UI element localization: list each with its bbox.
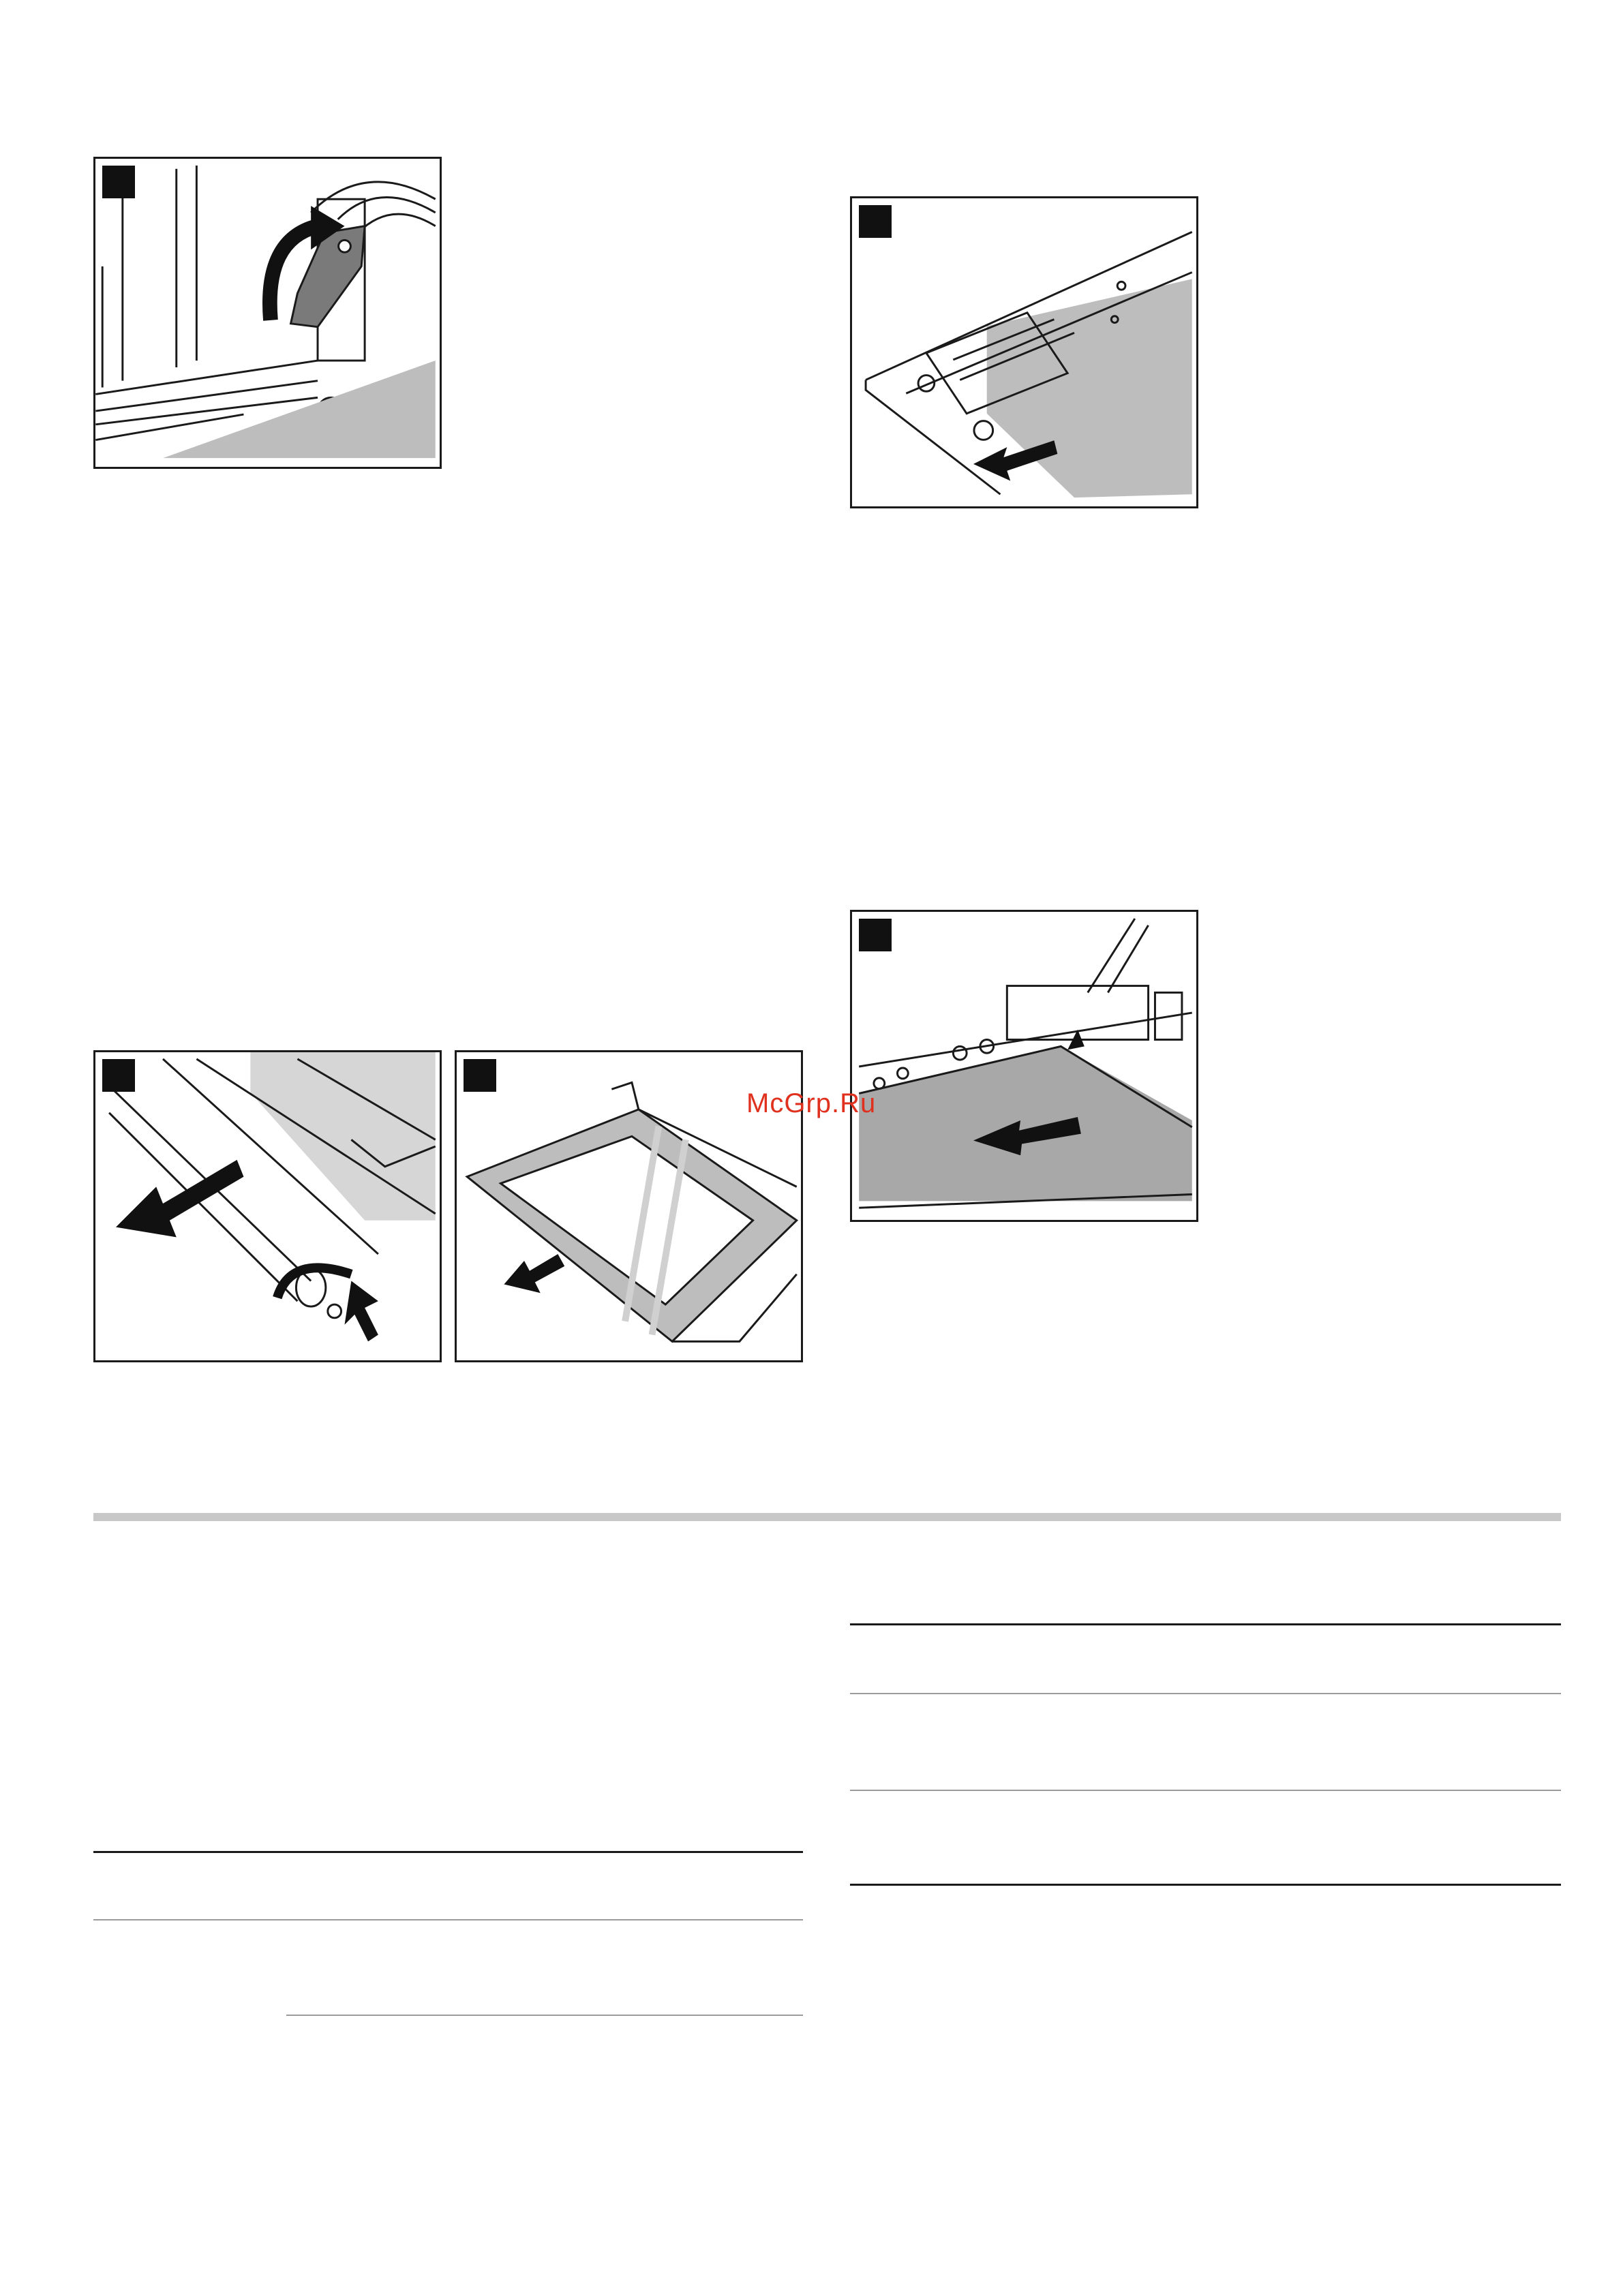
- clip-remove-illustration: [852, 198, 1196, 506]
- step-number-badge: [859, 919, 892, 951]
- table-rule: [93, 1919, 803, 1920]
- figure-rail-pull: [93, 1050, 442, 1362]
- step-number-badge: [102, 166, 135, 198]
- table-rule-top: [93, 1851, 803, 1853]
- step-number-badge: [102, 1059, 135, 1092]
- table-rule-top: [850, 1623, 1561, 1625]
- table-rule: [286, 2015, 803, 2016]
- table-rule-bottom: [850, 1884, 1561, 1886]
- table-rule: [850, 1693, 1561, 1694]
- hinge-lever-illustration: [95, 159, 440, 467]
- figure-clip-insert: [850, 910, 1198, 1222]
- figure-clip-remove: [850, 196, 1198, 508]
- table-rule: [850, 1790, 1561, 1791]
- section-divider: [93, 1513, 1561, 1521]
- figure-hinge-lever: [93, 157, 442, 469]
- step-number-badge: [859, 205, 892, 238]
- step-number-badge: [464, 1059, 496, 1092]
- clip-insert-illustration: [852, 912, 1196, 1220]
- rail-pull-illustration: [95, 1052, 440, 1360]
- watermark-text: McGrp.Ru: [746, 1088, 877, 1118]
